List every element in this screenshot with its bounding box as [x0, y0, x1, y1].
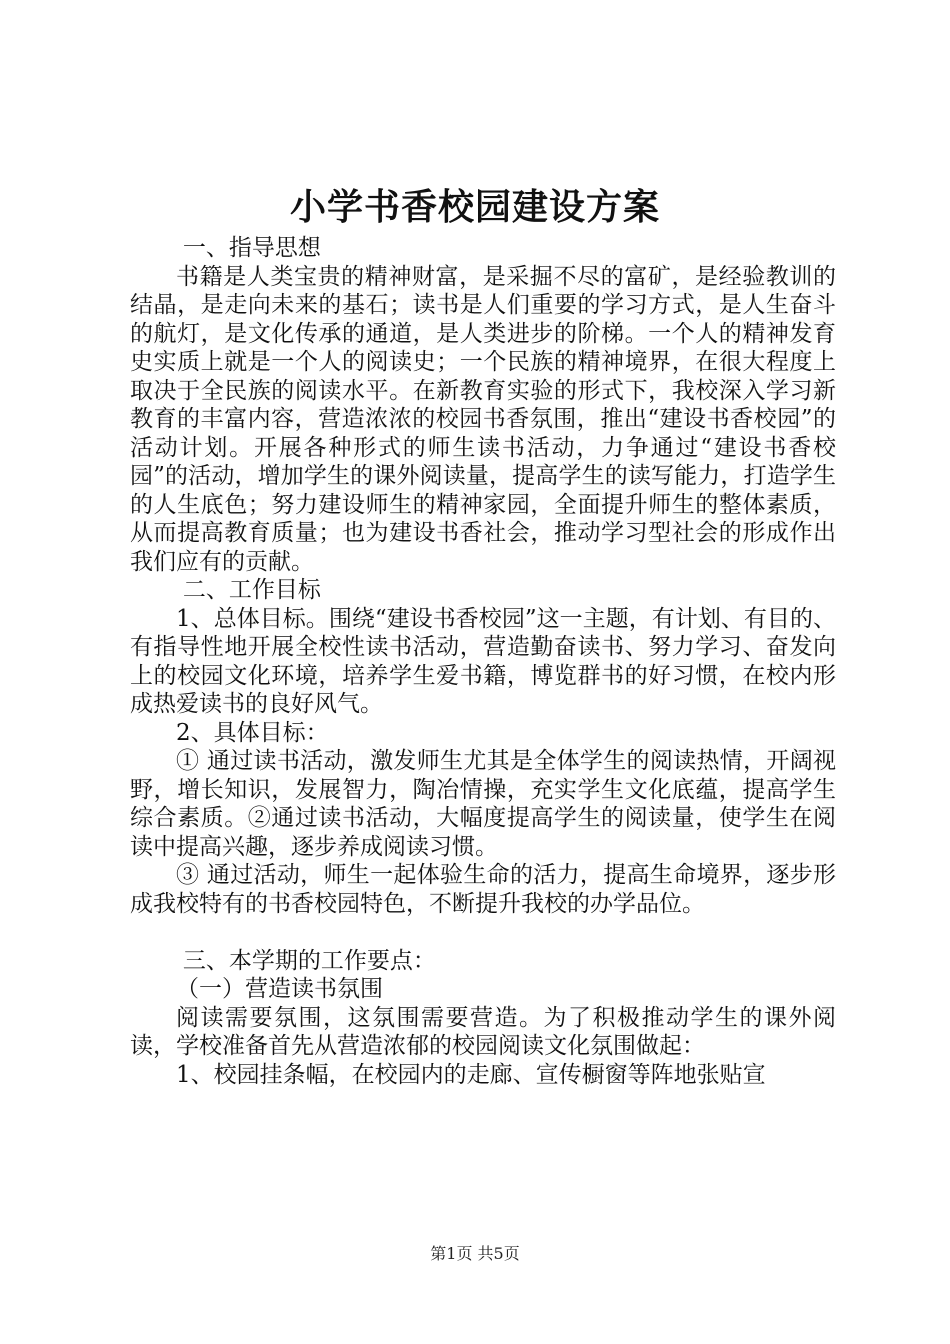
page-number-footer: 第1页 共5页: [430, 1244, 520, 1263]
subsection-heading-reading-atmosphere: （一）营造读书氛围: [176, 976, 383, 1002]
document-title: 小学书香校园建设方案: [289, 186, 660, 228]
section-heading-work-points: 三、本学期的工作要点：: [182, 947, 436, 974]
paragraph-banners: 1、校园挂条幅，在校园内的走廊、宣传橱窗等阵地张贴宣: [176, 1061, 766, 1088]
section-heading-work-goals: 二、工作目标: [182, 577, 321, 603]
paragraph-specific-goals-1-2: ① 通过读书活动，激发师生尤其是全体学生的阅读热情，开阔视野，增长知识，发展智力，陶冶情操，充实学生文化底蕴，提高学生综合素质。②通过读书活动，大幅度提高学生的阅读量，使学生在阅读中提高兴趣，逐步养成阅读习惯。: [130, 748, 836, 860]
paragraph-specific-goals-3: ③ 通过活动，师生一起体验生命的活力，提高生命境界，逐步形成我校特有的书香校园特色，不断提升我校的办学品位。: [130, 862, 836, 917]
paragraph-overall-goal: 1、总体目标。围绕“建设书香校园”这一主题，有计划、有目的、有指导性地开展全校性读书活动，营造勤奋读书、努力学习、奋发向上的校园文化环境，培养学生爱书籍，博览群书的好习惯，在校内形成热爱读书的良好风气。: [130, 605, 836, 717]
section-heading-guiding-ideology: 一、指导思想: [182, 235, 321, 261]
paragraph-specific-goals-heading: 2、具体目标：: [176, 719, 329, 746]
document-body: [130, 234, 836, 1089]
paragraph-reading-atmosphere: 阅读需要氛围，这氛围需要营造。为了积极推动学生的课外阅读，学校准备首先从营造浓郁的校园阅读文化氛围做起：: [130, 1004, 836, 1059]
paragraph-guiding-ideology: 书籍是人类宝贵的精神财富，是采掘不尽的富矿，是经验教训的结晶，是走向未来的基石；读书是人们重要的学习方式，是人生奋斗的航灯，是文化传承的通道，是人类进步的阶梯。一个人的精神发育史实质上就是一个人的阅读史；一个民族的精神境界，在很大程度上取决于全民族的阅读水平。在新教育实验的形式下，我校深入学习新教育的丰富内容，营造浓浓的校园书香氛围，推出“建设书香校园”的活动计划。开展各种形式的师生读书活动，力争通过“建设书香校园”的活动，增加学生的课外阅读量，提高学生的读写能力，打造学生的人生底色；努力建设师生的精神家园，全面提升师生的整体素质，从而提高教育质量；也为建设书香社会，推动学习型社会的形成作出我们应有的贡献。: [130, 263, 836, 575]
